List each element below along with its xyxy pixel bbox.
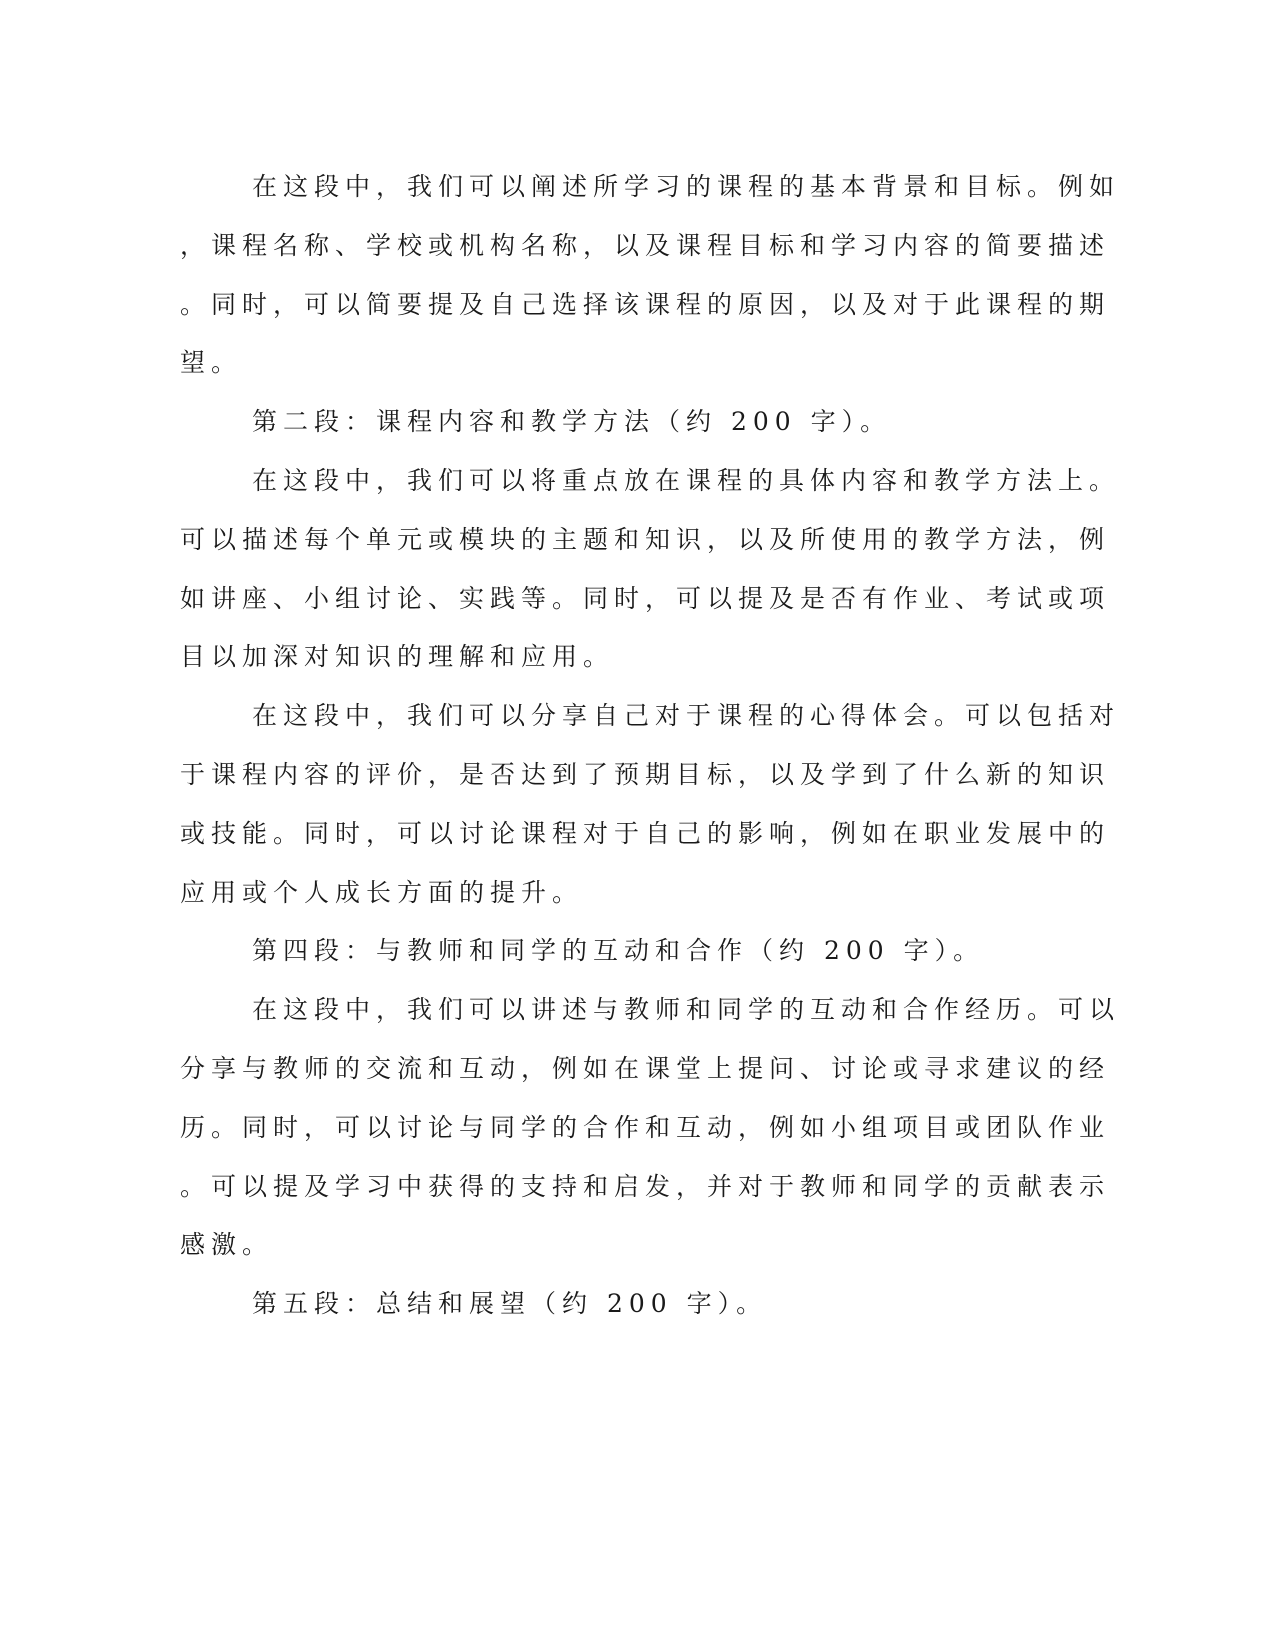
- paragraph-4-line-2: 分享与教师的交流和互动，例如在课堂上提问、讨论或寻求建议的经: [180, 1053, 1111, 1083]
- paragraph-4-line-5: 感激。: [180, 1230, 274, 1260]
- paragraph-3-line-2: 于课程内容的评价，是否达到了预期目标，以及学到了什么新的知识: [180, 759, 1111, 789]
- document-body: [180, 158, 1121, 1334]
- paragraph-1-line-2: ，课程名称、学校或机构名称，以及课程目标和学习内容的简要描述: [180, 230, 1111, 260]
- paragraph-1-line-3: 。同时，可以简要提及自己选择该课程的原因，以及对于此课程的期: [180, 289, 1111, 319]
- paragraph-1-line-1: 在这段中，我们可以阐述所学习的课程的基本背景和目标。例如: [252, 172, 1121, 201]
- paragraph-3-line-1: 在这段中，我们可以分享自己对于课程的心得体会。可以包括对: [252, 701, 1121, 731]
- section-heading-5: 第五段：总结和展望（约 200 字）。: [252, 1289, 768, 1319]
- paragraph-4-line-4: 。可以提及学习中获得的支持和启发，并对于教师和同学的贡献表示: [180, 1171, 1111, 1201]
- paragraph-3-line-4: 应用或个人成长方面的提升。: [180, 877, 584, 907]
- section-heading-4: 第四段：与教师和同学的互动和合作（约 200 字）。: [252, 936, 985, 966]
- paragraph-2-line-4: 目以加深对知识的理解和应用。: [180, 642, 615, 672]
- paragraph-2-line-3: 如讲座、小组讨论、实践等。同时，可以提及是否有作业、考试或项: [180, 583, 1111, 613]
- paragraph-4-line-3: 历。同时，可以讨论与同学的合作和互动，例如小组项目或团队作业: [180, 1112, 1111, 1142]
- paragraph-2-line-1: 在这段中，我们可以将重点放在课程的具体内容和教学方法上。: [252, 465, 1121, 495]
- paragraph-2-line-2: 可以描述每个单元或模块的主题和知识，以及所使用的教学方法，例: [180, 524, 1111, 554]
- paragraph-4-line-1: 在这段中，我们可以讲述与教师和同学的互动和合作经历。可以: [252, 995, 1121, 1025]
- section-heading-2: 第二段：课程内容和教学方法（约 200 字）。: [252, 407, 892, 437]
- paragraph-1-line-4: 望。: [180, 348, 243, 378]
- paragraph-3-line-3: 或技能。同时，可以讨论课程对于自己的影响，例如在职业发展中的: [180, 818, 1111, 848]
